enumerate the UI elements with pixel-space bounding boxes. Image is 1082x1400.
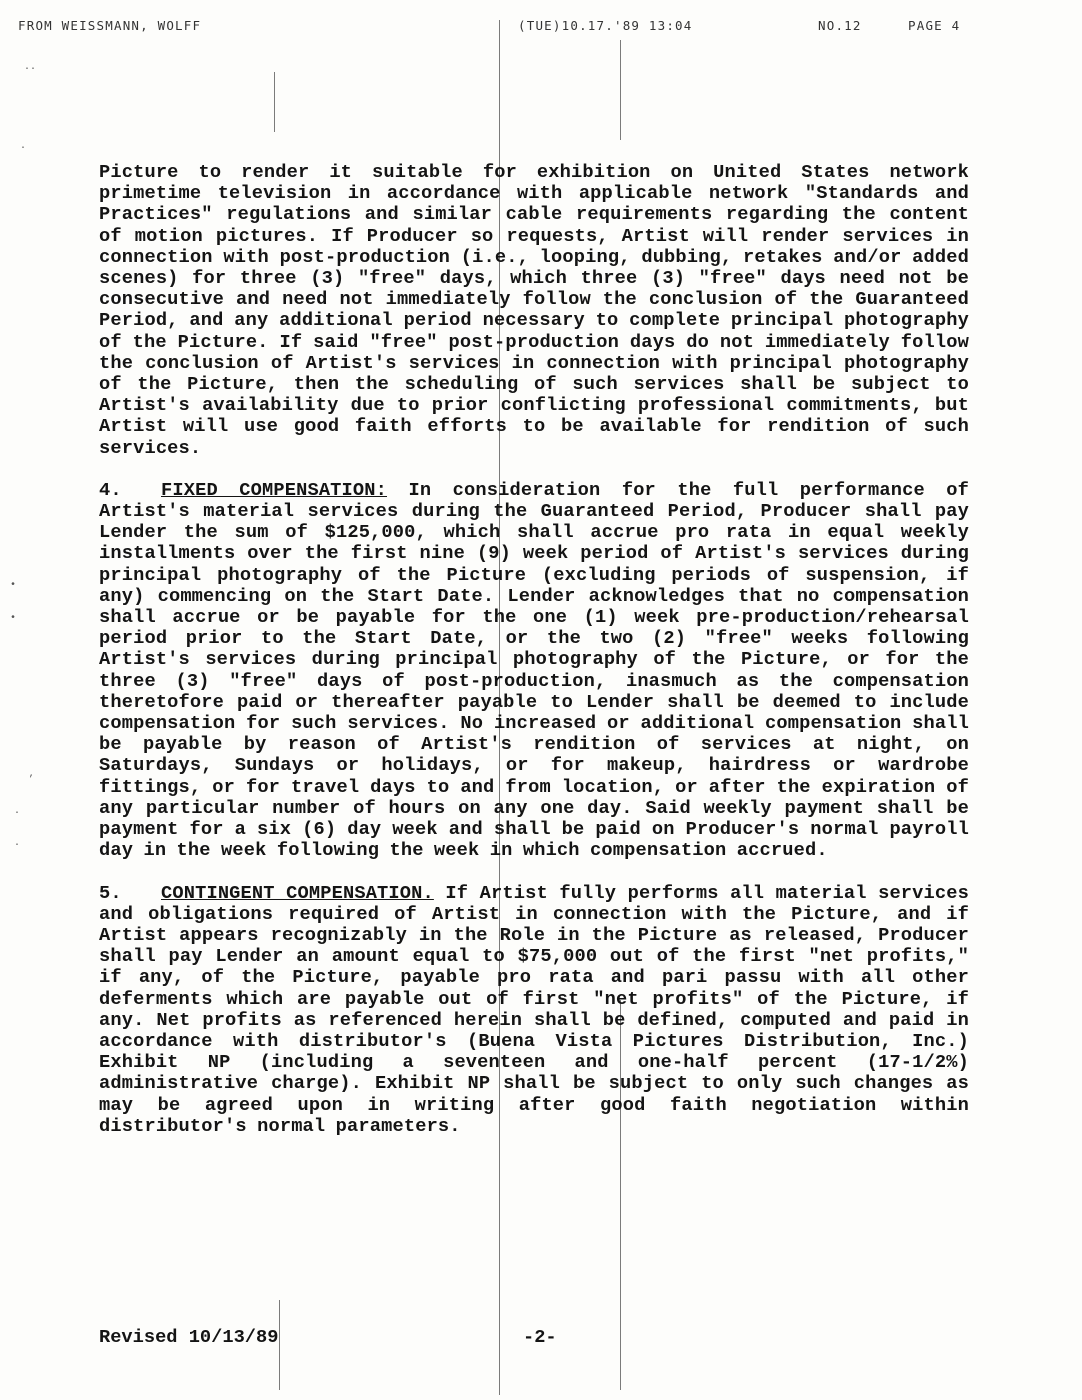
fax-number: NO.12 — [818, 18, 862, 33]
fax-header — [0, 18, 1082, 42]
scan-speck: · — [14, 840, 21, 851]
fax-sender: FROM WEISSMANN, WOLFF — [18, 18, 202, 33]
fax-datetime: (TUE)10.17.'89 13:04 — [518, 18, 693, 33]
scan-speck: • — [10, 580, 17, 591]
section-heading: CONTINGENT COMPENSATION. — [161, 881, 434, 904]
section-contingent-compensation — [99, 883, 969, 1137]
scan-speck: • — [10, 613, 17, 624]
continued-paragraph: Picture to render it suitable for exhibition on United States network primetime television in accordance with applicable network "Standards and Practices" regulations and similar cable requirements regarding the content of motion pictures. If Producer so requests, Artist will render services in connection with post-production (i.e., looping, dubbing, retakes and/or added scenes) for three (3) "free" days, which three (3) "free" days need not be consecutive and need not immediately follow the conclusion of the Guaranteed Period, and any additional period necessary to complete principal photography of the Picture. If said "free" post-production days do not immediately follow the conclusion of Artist's services in connection with principal photography of the Picture, then the scheduling of such services shall be subject to Artist's availability due to prior conflicting professional commitments, but Artist will use good faith efforts to be available for rendition of such services. — [99, 161, 969, 459]
document-body — [99, 162, 969, 1137]
scan-fold-line — [620, 40, 621, 140]
section-heading: FIXED COMPENSATION: — [161, 478, 388, 501]
section-number: 5. — [99, 881, 122, 904]
scan-speck: · — [20, 143, 27, 154]
scan-speck: ·· — [24, 64, 37, 75]
page-footer — [99, 1326, 969, 1350]
section-fixed-compensation — [99, 480, 969, 862]
scan-speck: ’ — [28, 775, 35, 786]
fax-page: PAGE 4 — [908, 18, 961, 33]
page-number: -2- — [523, 1326, 557, 1348]
revision-date: Revised 10/13/89 — [99, 1326, 279, 1348]
scan-fold-line — [274, 72, 275, 132]
scan-speck: · — [14, 808, 21, 819]
section-text: If Artist fully performs all material services and obligations required of Artist in connection with the Picture, and if Artist appears recognizably in the Role in the Picture as released, Producer shall pay Lender an amount equal to $75,000 out of the first "net profits," if any, of the Picture, payable pro rata and pari passu with all other deferments which are payable out of first "net profits" of the Picture, if any. Net profits as referenced herein shall be defined, computed and paid in accordance with distributor's (Buena Vista Pictures Distribution, Inc.) Exhibit NP (including a seventeen and one-half percent (17-1/2%) administrative charge). Exhibit NP shall be subject to only such changes as may be agreed upon in writing after good faith negotiation within distributor's normal parameters. — [99, 881, 969, 1137]
section-number: 4. — [99, 478, 122, 501]
section-text: In consideration for the full performance of Artist's material services during the Guaranteed Period, Producer shall pay Lender the sum of $125,000, which shall accrue pro rata in equal weekly installments over the first nine (9) week period of Artist's services during principal photography of the Picture (excluding periods of suspension, if any) commencing on the Start Date. Lender acknowledges that no compensation shall accrue or be payable for the one (1) week pre-production/rehearsal period prior to the Start Date, or the two (2) "free" weeks following Artist's services during principal photography of the Picture, or for the three (3) "free" days of post-production, inasmuch as the compensation theretofore paid or thereafter payable to Lender shall be deemed to include compensation for such services. No increased or additional compensation shall be payable by reason of Artist's rendition of services at night, on Saturdays, Sundays or holidays, or for makeup, hairdress or wardrobe fittings, or for travel days to and from location, or after the expiration of any particular number of hours on any one day. Said weekly payment shall be payment for a six (6) day week and shall be paid on Producer's normal payroll day in the week following the week in which compensation accrued. — [99, 478, 969, 862]
